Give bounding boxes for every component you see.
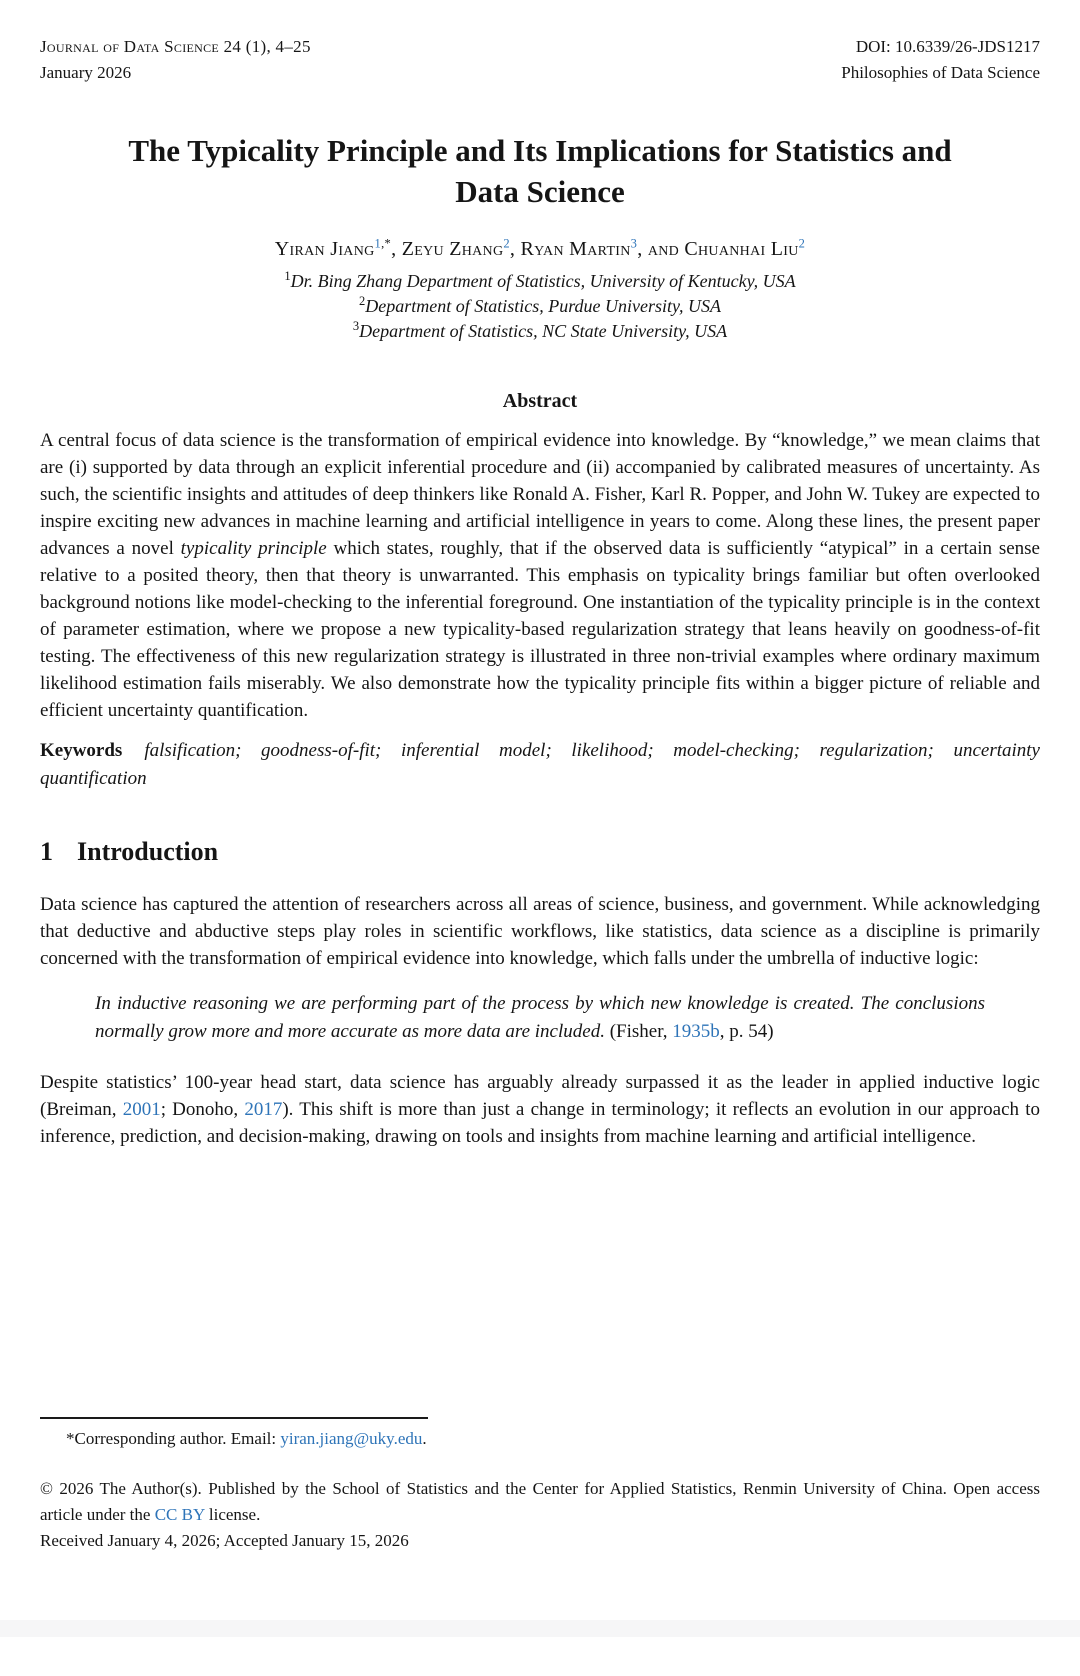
section-heading-introduction [40,837,1040,867]
author-affiliation-sup-link[interactable]: 2 [503,236,510,251]
author-affiliation-sup-link[interactable]: 2 [798,236,806,251]
copyright-notice [40,1476,1040,1528]
quote-citation [605,1021,774,1042]
affiliation-number: 3 [352,319,360,333]
page-separator-band [0,1620,1080,1637]
author-separator: , [509,238,521,260]
author-separator: , and [637,238,685,260]
abstract-heading: Abstract [502,390,578,412]
intro-paragraph-1: Data science has captured the attention of researchers across all areas of science, business, and government. While acknowledging that deductive and abductive steps play roles in scientific workflows, like statistics, data science as a discipline is primarily concerned with the transformation of empirical evidence into knowledge, which falls under the umbrella of inductive logic: [40,894,1040,969]
section-title: Introduction [77,837,219,866]
author-name: Yiran Jiang [274,238,375,260]
affiliation-item [40,294,1040,319]
paper-title-line1: The Typicality Principle and Its Implications for Statistics and [128,133,952,168]
page-footer [40,1417,1040,1554]
section-number: 1 [40,837,53,866]
author-affiliation-sup-link[interactable]: 1 [374,236,382,251]
copyright-text: © 2026 The Author(s). Published by the School of Statistics and the Center for Applied Statistics, Renmin University of China. Open access article under the [40,1479,1040,1524]
quote-text: In inductive reasoning we are performing part of the process by which new knowledge is created. The conclusions normally grow more and more accurate as more data are included. [95,993,985,1042]
quote-citation-text: , p. 54) [719,1020,774,1042]
citation-link-breiman-2001[interactable]: 2001 [122,1099,161,1120]
affiliation-text: Dr. Bing Zhang Department of Statistics, University of Kentucky, USA [290,271,796,291]
paragraph-text: ; Donoho, [160,1099,245,1120]
paragraph-text: Despite statistics’ 100-year head start, data science has arguably already surpassed it as the leader in applied inductive logic (Breiman, [40,1072,1040,1120]
affiliation-number: 1 [284,269,291,283]
footnote-text: Corresponding author. Email: [74,1429,281,1448]
email-link[interactable]: yiran.jiang@uky.edu [280,1429,423,1448]
affiliation-text: Department of Statistics, NC State University, USA [359,321,728,341]
cc-by-license-link[interactable]: CC BY [154,1505,205,1524]
paragraph-text: ). This shift is more than just a change in terminology; it reflects an evolution in our approach to inference, prediction, and decision-making, drawing on tools and insights from machine learning and artificial intelligence. [40,1099,1040,1147]
running-head-left [40,34,311,86]
citation-link-donoho-2017[interactable]: 2017 [244,1099,283,1120]
block-quote [95,990,985,1045]
citation-link-fisher-1935b[interactable]: 1935b [672,1020,720,1042]
affiliation-number: 2 [358,294,366,308]
author-separator: , [391,238,402,260]
author-name: Chuanhai Liu [684,238,799,260]
author-name: Ryan Martin [520,238,631,260]
running-head-right [841,34,1040,86]
affiliation-item [40,319,1040,344]
issue-date-line: January 2026 [40,63,132,82]
journal-name-line: Journal of Data Science 24 (1), 4–25 [40,37,311,56]
abstract-emphasis: typicality principle [180,538,327,559]
keywords-block [40,737,1040,793]
abstract-paragraph [40,427,1040,724]
received-accepted-line: Received January 4, 2026; Accepted January 15, 2026 [40,1531,409,1550]
intro-paragraph-2 [40,1069,1040,1150]
corresponding-author-footnote [40,1426,1040,1452]
paper-title-line2: Data Science [455,174,625,209]
author-affiliation-sup-link[interactable]: 3 [630,236,638,251]
keywords-label: Keywords [40,740,123,761]
author-name: Zeyu Zhang [401,238,504,260]
series-line: Philosophies of Data Science [841,63,1040,82]
author-footnote-marker: ,* [381,236,392,251]
affiliation-list [40,269,1040,344]
abstract-text: A central focus of data science is the transformation of empirical evidence into knowledge. By “knowledge,” we mean claims that are (i) supported by data through an explicit inferential procedure and (ii) accompanied by calibrated measures of uncertainty. As such, the scientific insights and attitudes of deep thinkers like Ronald A. Fisher, Karl R. Popper, and John W. Tukey are expected to inspire exciting new advances in machine learning and artificial intelligence in years to come. Along these lines, the present paper advances a novel [40,430,1040,559]
affiliation-text: Department of Statistics, Purdue University, USA [365,296,722,316]
footnote-text: . [422,1429,427,1448]
running-head [40,34,1040,86]
copyright-text: license. [204,1505,261,1524]
paper-title [40,130,1040,212]
abstract-text: which states, roughly, that if the observed data is sufficiently “atypical” in a certain sense relative to a posited theory, then that theory is unwarranted. This emphasis on typicality brings familiar but often overlooked background notions like model-checking to the inferential foreground. One instantiation of the typicality principle is in the context of parameter estimation, where we propose a new typicality-based regularization strategy that leans heavily on goodness-of-fit testing. The effectiveness of this new regularization strategy is illustrated in three non-trivial examples where ordinary maximum likelihood estimation fails miserably. We also demonstrate how the typicality principle fits within a bigger picture of reliable and efficient uncertainty quantification. [40,538,1040,721]
affiliation-item [40,269,1040,294]
author-line [40,238,1040,261]
quote-citation-text: (Fisher, [604,1020,673,1042]
footnote-rule [40,1417,428,1419]
footnote-marker: * [66,1429,75,1448]
keywords-list: falsification; goodness-of-fit; inferential model; likelihood; model-checking; regularization; uncertainty quantification [40,740,1040,789]
doi-line: DOI: 10.6339/26-JDS1217 [855,37,1040,56]
